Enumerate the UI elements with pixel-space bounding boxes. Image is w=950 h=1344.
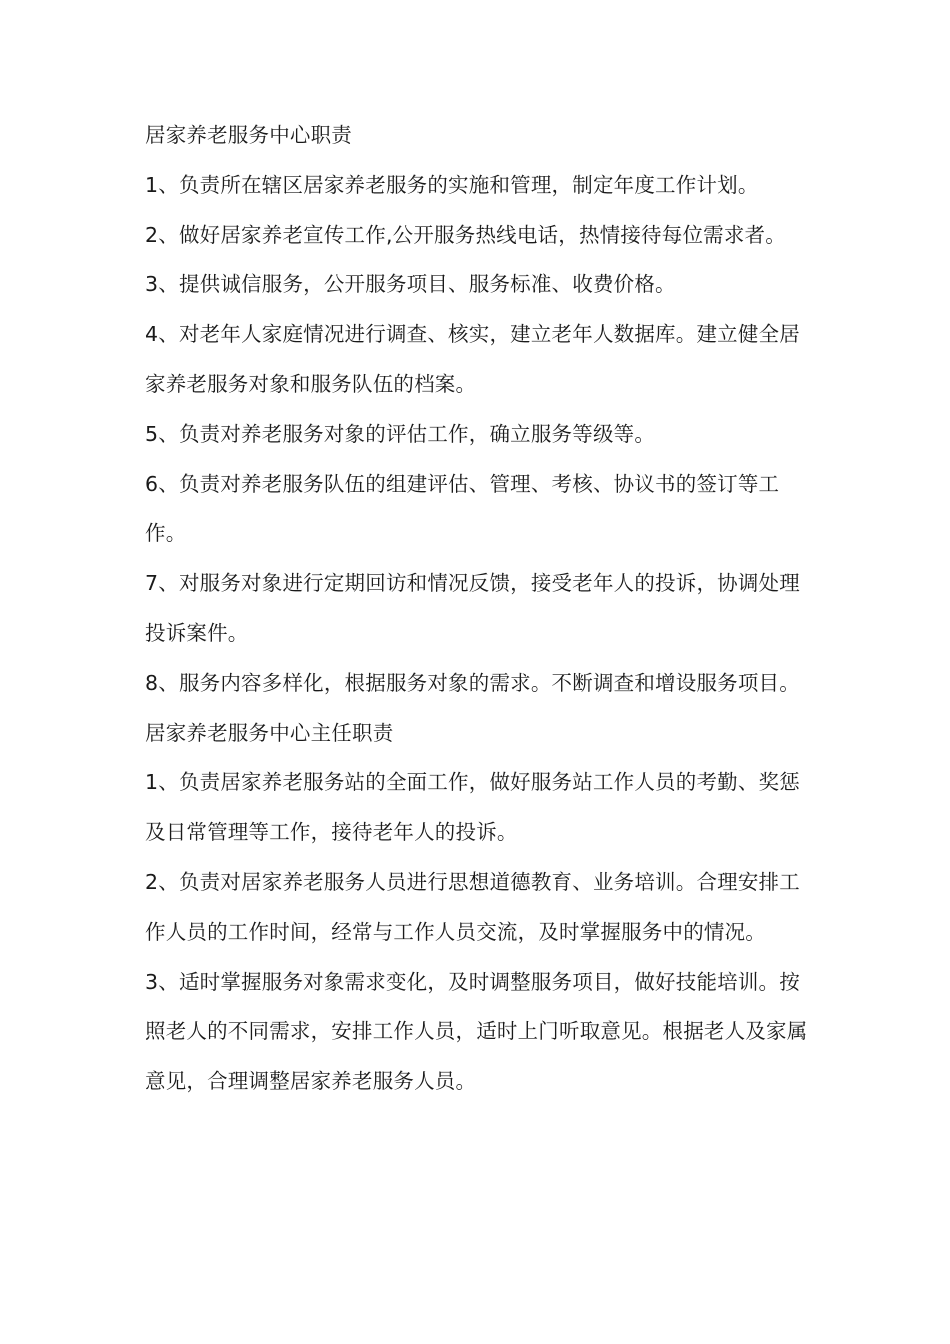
center-duty-item-7: 7、对服务对象进行定期回访和情况反馈，接受老年人的投诉，协调处理投诉案件。 [145,571,800,645]
center-duty-item-6: 6、负责对养老服务队伍的组建评估、管理、考核、协议书的签订等工作。 [145,471,780,546]
section-title-director-duties: 居家养老服务中心主任职责 [145,720,394,745]
director-duty-item-1: 1、负责居家养老服务站的全面工作，做好服务站工作人员的考勤、奖惩及日常管理等工作，接待老年人的投诉。 [145,770,800,845]
center-duty-item-4: 4、对老年人家庭情况进行调查、核实，建立老年人数据库。建立健全居家养老服务对象和服务队伍的档案。 [145,322,800,396]
center-duty-item-3: 3、提供诚信服务，公开服务项目、服务标准、收费价格。 [145,272,676,297]
center-duty-item-1: 1、负责所在辖区居家养老服务的实施和管理，制定年度工作计划。 [145,172,759,197]
center-duty-item-5: 5、负责对养老服务对象的评估工作，确立服务等级等。 [145,421,656,446]
center-duty-item-2: 2、做好居家养老宣传工作,公开服务热线电话，热情接待每位需求者。 [145,222,786,247]
document-body [145,111,810,1107]
director-duty-item-3: 3、适时掌握服务对象需求变化，及时调整服务项目，做好技能培训。按照老人的不同需求，安排工作人员，适时上门听取意见。根据老人及家属意见，合理调整居家养老服务人员。 [145,969,808,1094]
center-duty-item-8: 8、服务内容多样化，根据服务对象的需求。不断调查和增设服务项目。 [145,670,800,695]
section-title-center-duties: 居家养老服务中心职责 [145,123,352,147]
director-duty-item-2: 2、负责对居家养老服务人员进行思想道德教育、业务培训。合理安排工作人员的工作时间，经常与工作人员交流，及时掌握服务中的情况。 [145,869,800,944]
